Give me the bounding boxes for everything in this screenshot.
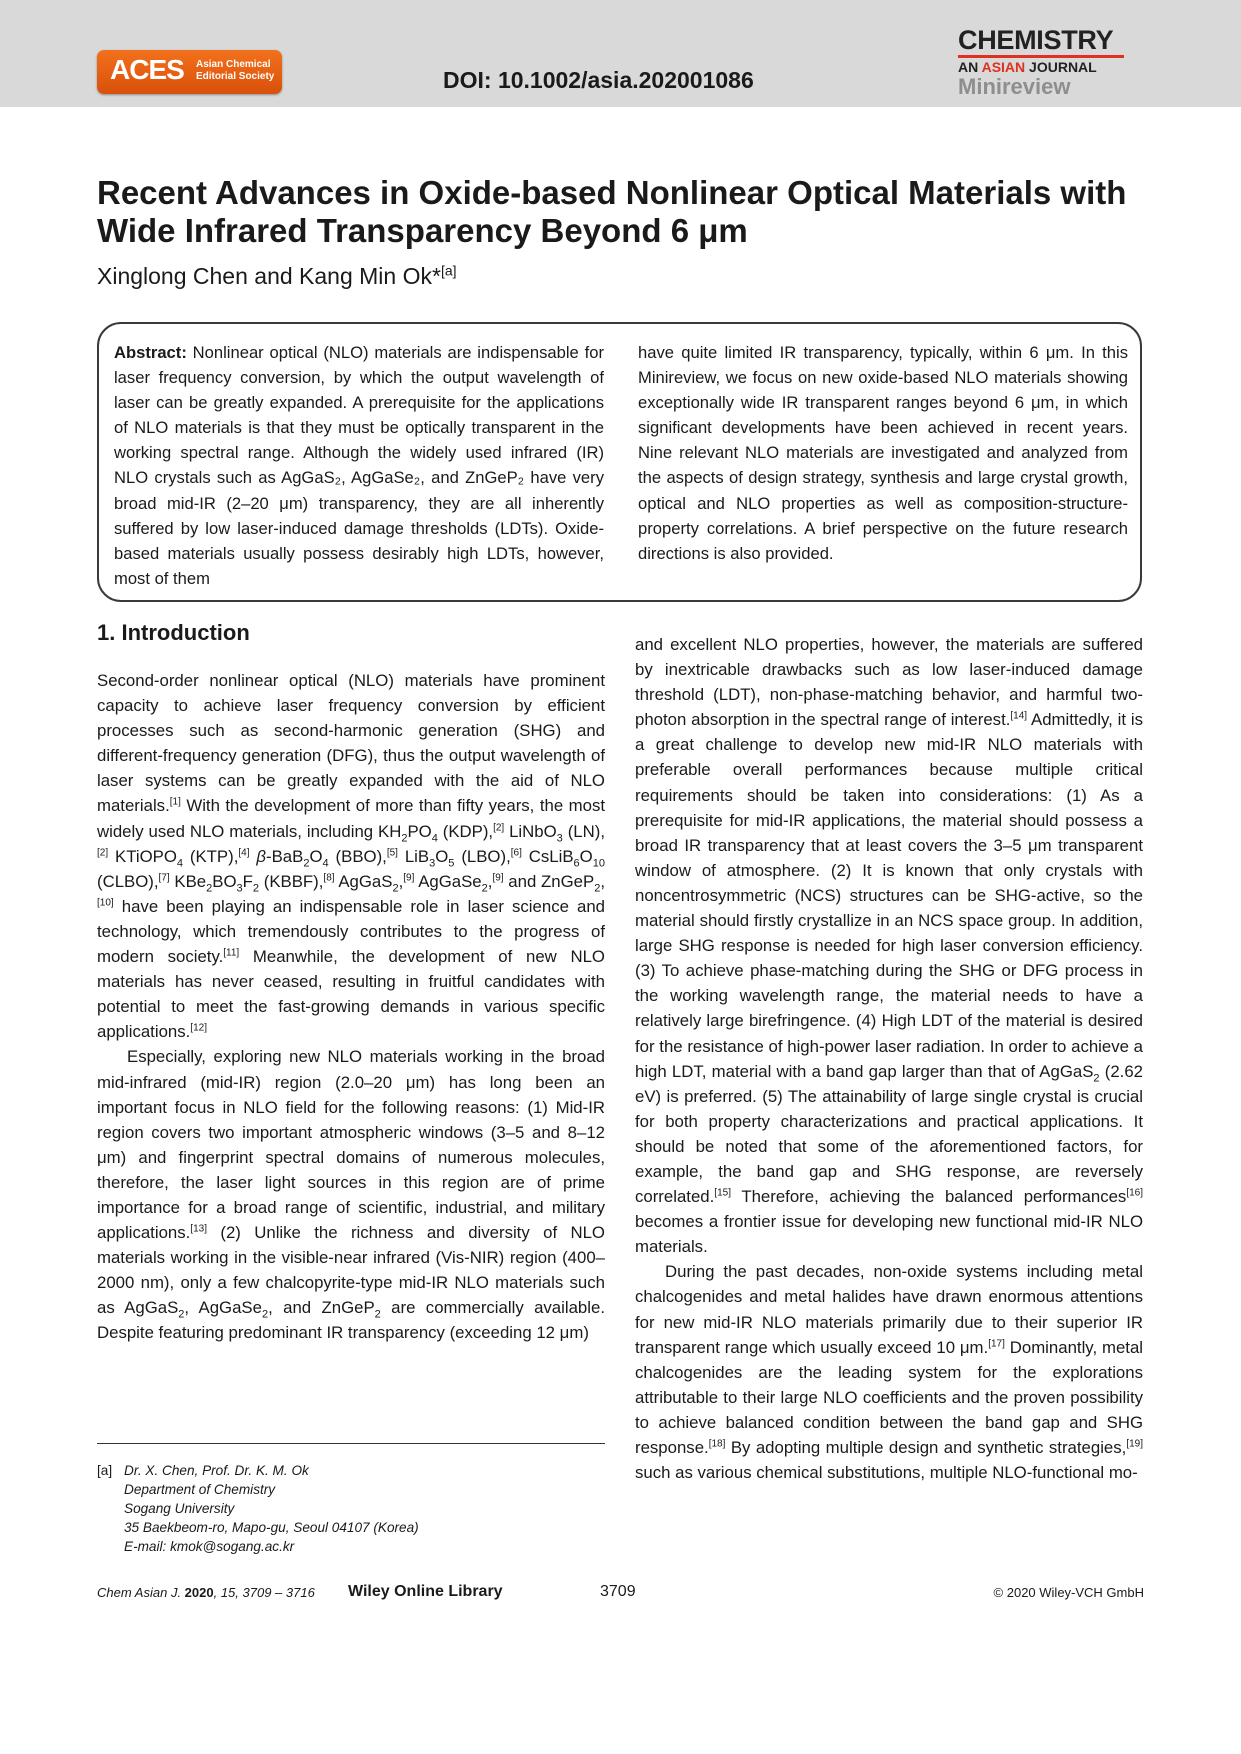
body-column-left — [97, 620, 605, 1346]
section-heading-introduction: 1. Introduction — [97, 620, 250, 645]
affiliation-email[interactable]: E-mail: kmok@sogang.ac.kr — [124, 1539, 295, 1554]
journal-name-line1: CHEMISTRY — [958, 25, 1114, 55]
page-number: 3709 — [600, 1583, 636, 1600]
intro-paragraph-1: Second-order nonlinear optical (NLO) materials have prominent capacity to achieve laser frequency conversion by efficient processes such as second-harmonic generation (SHG) and different-frequency generation (DFG), thus the output wavelength of laser systems can be greatly expanded with the aid of NLO materials.[1] With the development of more than fifty years, the most widely used NLO materials, including $KH_2PO_4$ (KDP),[2] LiNbO$_3$ (LN),[2] KTiOPO$_4$ (KTP),[4] $\beta-BaB_2O_4$ (BBO),[5] $LiB_3O_5$ (LBO),[6] $CsLiB_6O_{10}$ (CLBO),[7] $KBe_2BO_3F_2$ (KBBF),[8] AgGaS$_2$,[9] AgGaSe$_2$,[9] and ZnGeP$_2$,[10] have been playing an indispensable role in laser science and technology, which tremendously contributes to the progress of modern society.[11] Meanwhile, the development of new NLO materials has never ceased, resulting in fruitful candidates with potential to meet the fast-growing demands in various specific applications.[12] — [97, 671, 605, 1042]
affiliation-names: Dr. X. Chen, Prof. Dr. K. M. Ok — [124, 1463, 309, 1478]
abstract-label: Abstract: — [114, 343, 187, 362]
footer-citation: Chem Asian J. 2020, 15, 3709 – 3716 — [97, 1585, 315, 1600]
affiliation-address: 35 Baekbeom-ro, Mapo-gu, Seoul 04107 (Korea) — [124, 1520, 419, 1535]
intro-paragraph-3: During the past decades, non-oxide systems including metal chalcogenides and metal halides have drawn enormous attentions for new mid-IR NLO materials primarily due to their superior IR transparent range which usually exceed 10 μm.[17] Dominantly, metal chalcogenides are the leading system for the explorations attributable to their large NLO coefficients and the proven possibility to achieve balanced condition between the band gap and SHG response.[18] By adopting multiple design and synthetic strategies,[19] such as various chemical substitutions, multiple NLO-functional mo- — [635, 1262, 1144, 1483]
aces-logo-word: ACES — [110, 54, 184, 85]
footer-wiley-online-library[interactable]: Wiley Online Library — [348, 1583, 503, 1600]
author-list: Xinglong Chen and Kang Min Ok*[a] — [97, 262, 457, 289]
affiliation-tag: [a] — [97, 1463, 113, 1478]
aces-logo — [97, 50, 282, 94]
article-type: Minireview — [958, 74, 1071, 99]
journal-name-line2: AN ASIAN JOURNAL — [958, 59, 1097, 75]
abstract-left: Abstract: Nonlinear optical (NLO) materials are indispensable for laser frequency conversion, by which the output wavelength of laser can be greatly expanded. A prerequisite for the applications of NLO materials is that they must be optically transparent in the working spectral range. Although the widely used infrared (IR) NLO crystals such as AgGaS₂, AgGaSe₂, and ZnGeP₂ have very broad mid-IR (2–20 μm) transparency, they are all inherently suffered by low laser-induced damage thresholds (LDTs). Oxide-based materials usually possess desirably high LDTs, however, most of them — [114, 343, 604, 588]
aces-logo-subtitle: Asian Chemical Editorial Society — [196, 59, 275, 82]
footer-copyright: © 2020 Wiley-VCH GmbH — [993, 1585, 1144, 1600]
abstract-right: have quite limited IR transparency, typically, within 6 μm. In this Minireview, we focus on new oxide-based NLO materials showing exceptionally wide IR transparent ranges beyond 6 μm, in which significant developments have been achieved in recent years. Nine relevant NLO materials are investigated and analyzed from the aspects of design strategy, synthesis and large crystal growth, optical and NLO properties as well as composition-structure-property correlations. A brief perspective on the future research directions is also provided. — [638, 343, 1128, 563]
affiliation-university: Sogang University — [124, 1501, 235, 1516]
doi: DOI: 10.1002/asia.202001086 — [443, 67, 754, 93]
journal-red-rule — [958, 55, 1124, 58]
abstract-box — [97, 322, 1142, 602]
journal-logo — [958, 26, 1128, 98]
affiliation-department: Department of Chemistry — [124, 1482, 276, 1497]
body-column-right — [635, 632, 1143, 1485]
intro-paragraph-2: Especially, exploring new NLO materials working in the broad mid-infrared (mid-IR) region (2.0–20 μm) has long been an important focus in NLO field for the following reasons: (1) Mid-IR region covers two important atmospheric windows (3–5 and 8–12 μm) and fingerprint spectral domains of numerous molecules, therefore, the laser light sources in this region are of prime importance for a broad range of scientific, industrial, and military applications.[13] (2) Unlike the richness and diversity of NLO materials working in the visible-near infrared (Vis-NIR) region (400–2000 nm), only a few chalcopyrite-type mid-IR NLO materials such as AgGaS$_2$, AgGaSe$_2$, and ZnGeP$_2$ are commercially available. Despite featuring predominant IR transparency (exceeding 12 μm) — [97, 1047, 605, 1343]
footnote-rule — [97, 1443, 605, 1444]
intro-paragraph-2-cont: and excellent NLO properties, however, the materials are suffered by inextricable drawbacks such as low laser-induced damage threshold (LDT), non-phase-matching behavior, and harmful two-photon absorption in the spectral range of interest.[14] Admittedly, it is a great challenge to develop new mid-IR NLO materials with preferable overall performances because multiple critical requirements should be taken into considerations: (1) As a prerequisite for mid-IR applications, the material should possess a broad IR transparency that at least covers the 3–5 μm transparent window of atmosphere. (2) It is known that only crystals with noncentrosymmetric (NCS) structures can be SHG-active, so the material should firstly crystallize in an NCS space group. In addition, large SHG response is needed for high laser conversion efficiency. (3) To achieve phase-matching during the SHG or DFG process in the working wavelength range, the material needs to have a relatively large birefringence. (4) High LDT of the material is desired for the resistance of high-power laser radiation. In order to achieve a high LDT, material with a band gap larger than that of AgGaS$_2$ (2.62 eV) is preferred. (5) The attainability of large single crystal is crucial for both property characterizations and practical applications. It should be noted that some of the aforementioned factors, for example, the band gap and SHG response, are reversely correlated.[15] Therefore, achieving the balanced performances[16] becomes a frontier issue for developing new functional mid-IR NLO materials. — [635, 635, 1144, 1257]
article-title: Recent Advances in Oxide-based Nonlinear Optical Materials with Wide Infrared Transparency Beyond 6 μm — [97, 174, 1127, 249]
